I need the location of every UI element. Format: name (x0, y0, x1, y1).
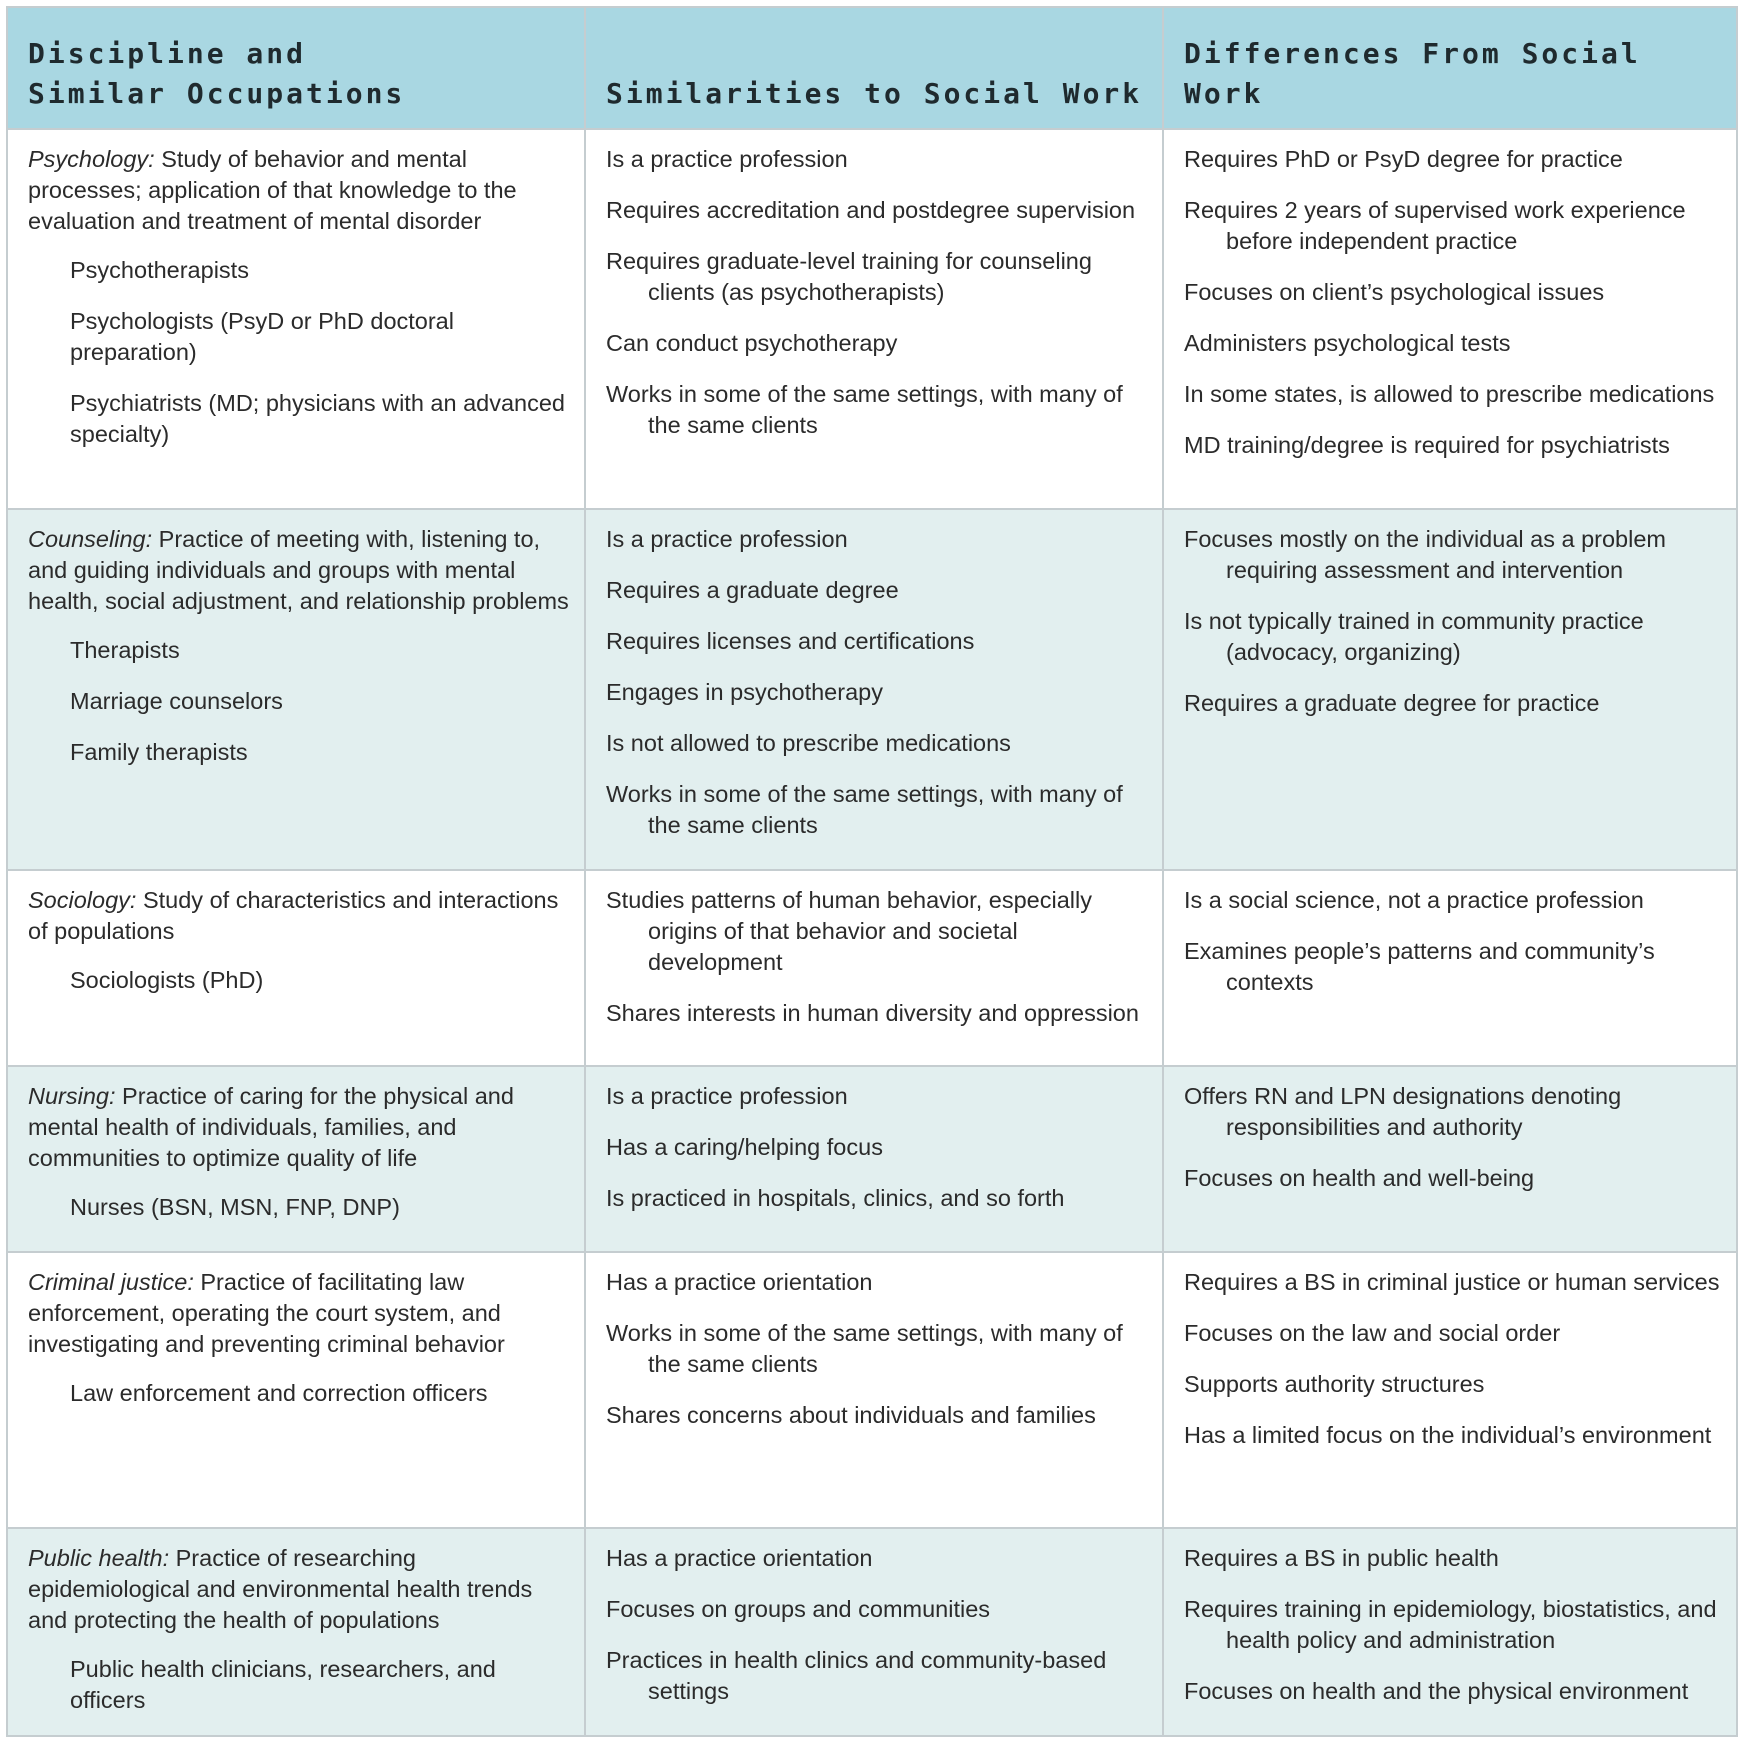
similarity-item: Is a practice profession (606, 1083, 848, 1109)
table-row-criminal-justice (7, 1252, 1737, 1528)
definition-text: Study of characteristics and interactions of populations (28, 887, 559, 944)
similarity-item: Practices in health clinics and community-based settings (606, 1647, 1107, 1704)
definition-text: Practice of researching epidemiological and environmental health trends and protecting the health of populations (28, 1545, 533, 1633)
occupation-item: Family therapists (70, 739, 248, 765)
occupation-item: Psychologists (PsyD or PhD doctoral preparation) (70, 308, 454, 365)
discipline-definition (28, 1543, 570, 1636)
similarity-item: Requires accreditation and postdegree supervision (606, 197, 1136, 223)
difference-item: Focuses on health and the physical environment (1184, 1678, 1689, 1704)
difference-item: Is not typically trained in community practice (advocacy, organizing) (1184, 608, 1644, 665)
occupation-item: Psychotherapists (70, 257, 249, 283)
difference-item: Requires a graduate degree for practice (1184, 690, 1600, 716)
discipline-name: Sociology: (28, 887, 137, 913)
discipline-definition (28, 1267, 570, 1360)
difference-item: Has a limited focus on the individual’s environment (1184, 1422, 1712, 1448)
header-discipline: Discipline and Similar Occupations (7, 7, 585, 129)
occupation-item: Nurses (BSN, MSN, FNP, DNP) (70, 1194, 400, 1220)
similarities-cell (585, 870, 1163, 1066)
difference-item: Is a social science, not a practice profession (1184, 887, 1644, 913)
discipline-cell (7, 1252, 585, 1528)
similarities-cell (585, 129, 1163, 509)
discipline-name: Criminal justice: (28, 1269, 194, 1295)
comparison-table-wrapper (6, 6, 1736, 1737)
table-row-psychology (7, 129, 1737, 509)
difference-item: Requires training in epidemiology, biostatistics, and health policy and administration (1184, 1596, 1717, 1653)
similarities-cell (585, 1066, 1163, 1252)
similarity-item: Requires licenses and certifications (606, 628, 975, 654)
difference-item: Administers psychological tests (1184, 330, 1511, 356)
definition-text: Practice of facilitating law enforcement, operating the court system, and investigating and preventing criminal behavior (28, 1269, 505, 1357)
similarity-item: Has a caring/helping focus (606, 1134, 883, 1160)
similarity-item: Is practiced in hospitals, clinics, and so forth (606, 1185, 1065, 1211)
similarity-item: Is a practice profession (606, 526, 848, 552)
difference-item: Focuses mostly on the individual as a problem requiring assessment and intervention (1184, 526, 1666, 583)
difference-item: MD training/degree is required for psychiatrists (1184, 432, 1670, 458)
difference-item: Requires a BS in public health (1184, 1545, 1499, 1571)
differences-cell (1163, 1528, 1737, 1736)
discipline-definition (28, 144, 570, 237)
differences-cell (1163, 509, 1737, 870)
discipline-name: Nursing: (28, 1083, 116, 1109)
similarity-item: Engages in psychotherapy (606, 679, 883, 705)
differences-cell (1163, 129, 1737, 509)
similarity-item: Shares concerns about individuals and families (606, 1402, 1096, 1428)
difference-item: Focuses on the law and social order (1184, 1320, 1561, 1346)
definition-text: Practice of caring for the physical and mental health of individuals, families, and communities to optimize quality of life (28, 1083, 514, 1171)
occupation-item: Sociologists (PhD) (70, 967, 264, 993)
occupation-item: Marriage counselors (70, 688, 283, 714)
difference-item: Requires PhD or PsyD degree for practice (1184, 146, 1623, 172)
discipline-definition (28, 1081, 570, 1174)
difference-item: Examines people’s patterns and community’s contexts (1184, 938, 1655, 995)
definition-text: Study of behavior and mental processes; application of that knowledge to the evaluation and treatment of mental disorder (28, 146, 517, 234)
discipline-definition (28, 524, 570, 617)
table-row-sociology (7, 870, 1737, 1066)
similarity-item: Works in some of the same settings, with many of the same clients (606, 1320, 1123, 1377)
similarity-item: Works in some of the same settings, with many of the same clients (606, 781, 1123, 838)
similarity-item: Can conduct psychotherapy (606, 330, 898, 356)
similarity-item: Studies patterns of human behavior, especially origins of that behavior and societal development (606, 887, 1092, 975)
occupation-item: Psychiatrists (MD; physicians with an advanced specialty) (70, 390, 566, 447)
occupation-item: Law enforcement and correction officers (70, 1380, 488, 1406)
similarities-cell (585, 1528, 1163, 1736)
header-differences: Differences From Social Work (1163, 7, 1737, 129)
similarities-cell (585, 509, 1163, 870)
similarity-item: Has a practice orientation (606, 1269, 873, 1295)
similarity-item: Is a practice profession (606, 146, 848, 172)
similarity-item: Shares interests in human diversity and oppression (606, 1000, 1139, 1026)
similarity-item: Is not allowed to prescribe medications (606, 730, 1011, 756)
discipline-name: Psychology: (28, 146, 155, 172)
header-similarities: Similarities to Social Work (585, 7, 1163, 129)
similarity-item: Works in some of the same settings, with many of the same clients (606, 381, 1123, 438)
difference-item: Supports authority structures (1184, 1371, 1485, 1397)
similarity-item: Focuses on groups and communities (606, 1596, 991, 1622)
table-row-public-health (7, 1528, 1737, 1736)
discipline-name: Public health: (28, 1545, 170, 1571)
occupation-item: Therapists (70, 637, 180, 663)
table-row-counseling (7, 509, 1737, 870)
difference-item: Requires 2 years of supervised work experience before independent practice (1184, 197, 1686, 254)
differences-cell (1163, 1066, 1737, 1252)
discipline-cell (7, 1528, 585, 1736)
discipline-cell (7, 129, 585, 509)
similarities-cell (585, 1252, 1163, 1528)
differences-cell (1163, 1252, 1737, 1528)
difference-item: Focuses on health and well-being (1184, 1165, 1535, 1191)
difference-item: Offers RN and LPN designations denoting responsibilities and authority (1184, 1083, 1622, 1140)
discipline-cell (7, 870, 585, 1066)
difference-item: Focuses on client’s psychological issues (1184, 279, 1605, 305)
similarity-item: Requires a graduate degree (606, 577, 899, 603)
header-row (7, 7, 1737, 129)
table-row-nursing (7, 1066, 1737, 1252)
discipline-cell (7, 509, 585, 870)
similarity-item: Requires graduate-level training for counseling clients (as psychotherapists) (606, 248, 1092, 305)
comparison-table (6, 6, 1738, 1737)
discipline-definition (28, 885, 570, 947)
discipline-name: Counseling: (28, 526, 153, 552)
discipline-cell (7, 1066, 585, 1252)
difference-item: Requires a BS in criminal justice or human services (1184, 1269, 1720, 1295)
similarity-item: Has a practice orientation (606, 1545, 873, 1571)
occupation-item: Public health clinicians, researchers, and officers (70, 1656, 496, 1713)
definition-text: Practice of meeting with, listening to, and guiding individuals and groups with mental health, social adjustment, and relationship problems (28, 526, 569, 614)
differences-cell (1163, 870, 1737, 1066)
difference-item: In some states, is allowed to prescribe medications (1184, 381, 1715, 407)
